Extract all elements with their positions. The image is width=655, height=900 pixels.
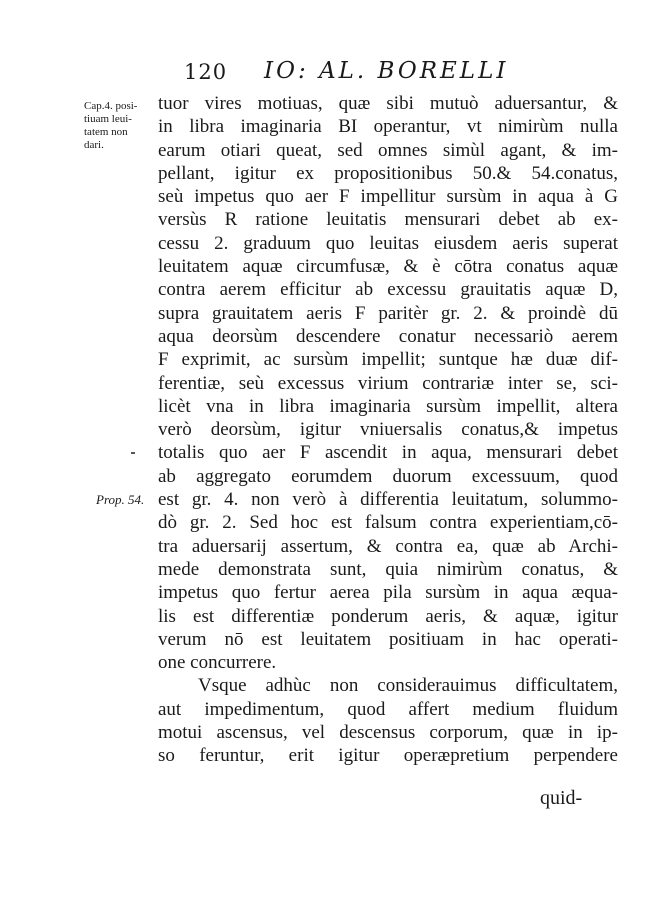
text-line: F exprimit, ac sursùm impellit; suntque hæ duæ dif- [158, 349, 618, 371]
text-line: tra aduersarij assertum, & contra ea, quæ ab Archi- [158, 535, 618, 557]
text-line: pellant, igitur ex propositionibus 50.& 54.conatus, [158, 162, 618, 184]
margin-mark [131, 452, 135, 454]
text-line: licèt vna in libra imaginaria sursùm impellit, altera [158, 395, 618, 417]
text-line: so feruntur, erit igitur operæpretium perpendere [158, 745, 618, 767]
text-line: Vsque adhùc non considerauimus difficultatem, [198, 675, 618, 697]
text-line: supra grauitatem aeris F paritèr gr. 2. & proindè dū [158, 302, 618, 324]
text-line: ab aggregato eorumdem duorum excessuum, quod [158, 465, 618, 487]
text-line: impetus quo fertur aerea pila sursùm in aqua æqua- [158, 582, 618, 604]
margin-note-line: tiuam leui- [84, 113, 132, 125]
text-line: mede demonstrata sunt, quia nimirùm conatus, & [158, 558, 618, 580]
body-text [158, 92, 618, 768]
running-head: IO: AL. BORELLI [264, 58, 509, 84]
text-line: seù impetus quo aer F impellitur sursùm in aqua à G [158, 186, 618, 208]
margin-note-cap4 [84, 100, 154, 152]
text-line: est gr. 4. non verò à differentia leuitatum, solummo- [158, 489, 618, 511]
text-line: versùs R ratione leuitatis mensurari debet ab ex- [158, 209, 618, 231]
margin-note-prop54: Prop. 54. [96, 492, 145, 507]
text-line: earum otiari queat, sed omnes simùl agant, & im- [158, 139, 618, 161]
text-line: lis est differentiæ ponderum aeris, & aquæ, igitur [158, 605, 618, 627]
text-line: aqua deorsùm descendere conatur necessariò aerem [158, 325, 618, 347]
text-line: dò gr. 2. Sed hoc est falsum contra experientiam,cō- [158, 512, 618, 534]
page-header [160, 58, 620, 88]
text-line: motui ascensus, vel descensus corporum, quæ in ip- [158, 722, 618, 744]
text-line: totalis quo aer F ascendit in aqua, mensurari debet [158, 442, 618, 464]
margin-note-line: dari. [84, 139, 104, 151]
text-line: contra aerem efficitur ab excessu grauitatis aquæ D, [158, 279, 618, 301]
text-line: in libra imaginaria BI operantur, vt nimirùm nulla [158, 116, 618, 138]
margin-note-line: tatem non [84, 126, 128, 138]
text-line: ferentiæ, seù excessus virium contrariæ inter se, sci- [158, 372, 618, 394]
text-line: aut impedimentum, quod affert medium fluidum [158, 698, 618, 720]
text-line: verò deorsùm, igitur vniuersalis conatus,& impetus [158, 419, 618, 441]
text-line: verum nō est leuitatem positiuam in hac operati- [158, 628, 618, 650]
page-number: 120 [184, 60, 228, 84]
text-line: leuitatem aquæ circumfusæ, & è cōtra conatus aquæ [158, 256, 618, 278]
margin-note-line: Cap.4. posi- [84, 100, 138, 112]
text-line: cessu 2. graduum quo leuitas eiusdem aeris superat [158, 232, 618, 254]
catchword: quid- [540, 787, 583, 809]
text-line: tuor vires motiuas, quæ sibi mutuò aduersantur, & [158, 93, 618, 114]
text-line: one concurrere. [158, 652, 277, 674]
